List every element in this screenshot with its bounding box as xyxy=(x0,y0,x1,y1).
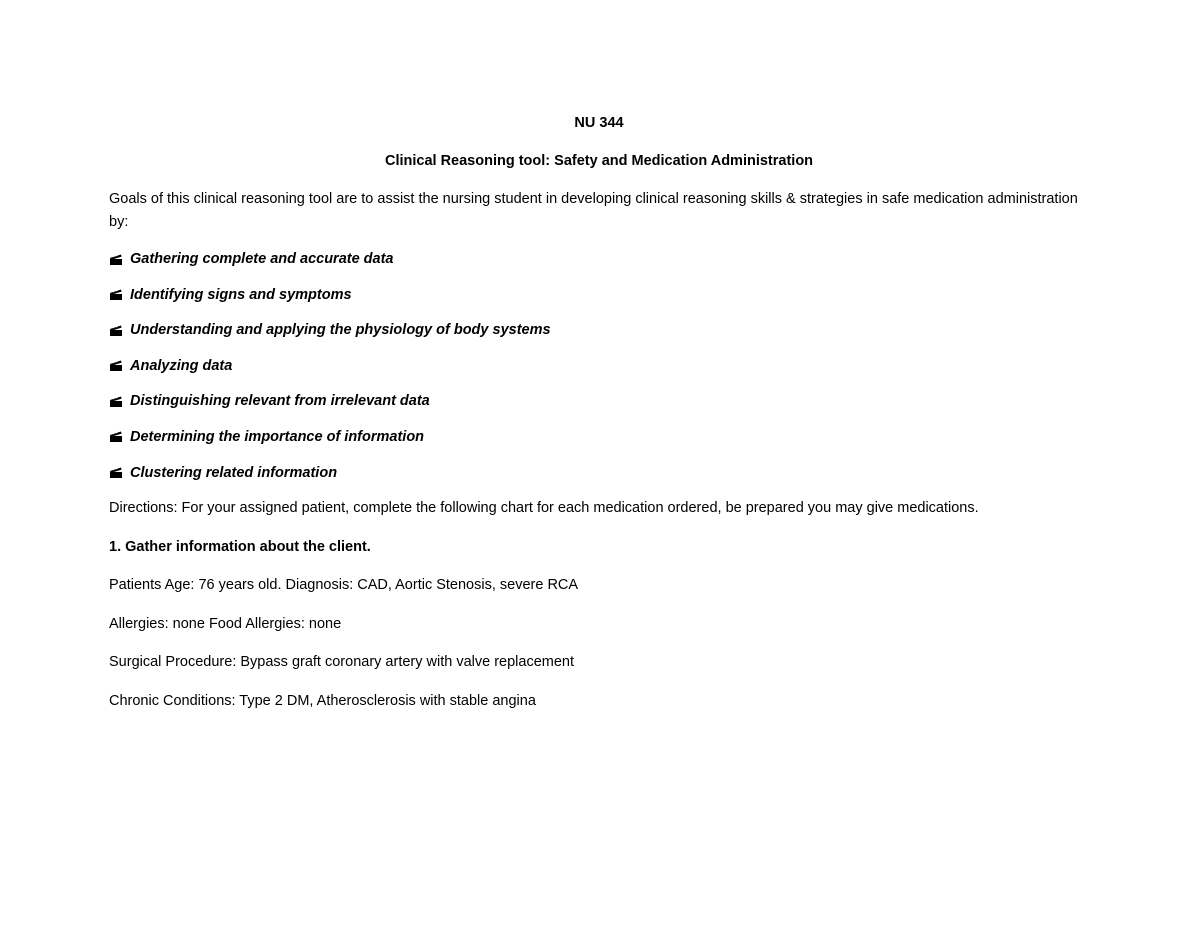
clapperboard-bullet-icon xyxy=(109,360,123,372)
goal-text: Analyzing data xyxy=(130,357,233,374)
goal-item xyxy=(109,355,1089,378)
course-code: NU 344 xyxy=(574,115,624,131)
chronic-conditions-line: Chronic Conditions: Type 2 DM, Atherosclerosis with stable angina xyxy=(109,692,536,709)
clapperboard-bullet-icon xyxy=(109,254,123,266)
goal-item xyxy=(109,426,1089,449)
clapperboard-bullet-icon xyxy=(109,467,123,479)
goals-list xyxy=(109,248,1089,485)
clapperboard-bullet-icon xyxy=(109,325,123,337)
goal-item xyxy=(109,248,1089,271)
goal-text: Understanding and applying the physiology of body systems xyxy=(130,322,551,339)
document-title: Clinical Reasoning tool: Safety and Medication Administration xyxy=(384,153,814,169)
goal-text: Identifying signs and symptoms xyxy=(130,286,352,303)
goal-text: Determining the importance of information xyxy=(130,428,425,445)
goals-intro: Goals of this clinical reasoning tool are to assist the nursing student in developing clinical reasoning skills & strategies in safe medication administration by: xyxy=(109,191,1078,230)
allergies-line: Allergies: none Food Allergies: none xyxy=(109,615,342,632)
goal-text: Distinguishing relevant from irrelevant data xyxy=(130,393,430,410)
goal-text: Gathering complete and accurate data xyxy=(130,251,394,267)
goal-item xyxy=(109,462,1089,485)
patient-age-diagnosis: Patients Age: 76 years old. Diagnosis: CAD, Aortic Stenosis, severe RCA xyxy=(109,577,579,594)
goal-item xyxy=(109,284,1089,307)
surgical-procedure-line: Surgical Procedure: Bypass graft coronary artery with valve replacement xyxy=(109,654,575,671)
clapperboard-bullet-icon xyxy=(109,431,123,443)
directions-text: Directions: For your assigned patient, complete the following chart for each medication ordered, be prepared you may give medications. xyxy=(109,500,979,517)
goal-text: Clustering related information xyxy=(130,464,338,481)
section-heading: 1. Gather information about the client. xyxy=(109,539,371,556)
document-content xyxy=(109,112,1089,728)
clapperboard-bullet-icon xyxy=(109,289,123,301)
goal-item xyxy=(109,319,1089,342)
goal-item xyxy=(109,390,1089,413)
clapperboard-bullet-icon xyxy=(109,396,123,408)
